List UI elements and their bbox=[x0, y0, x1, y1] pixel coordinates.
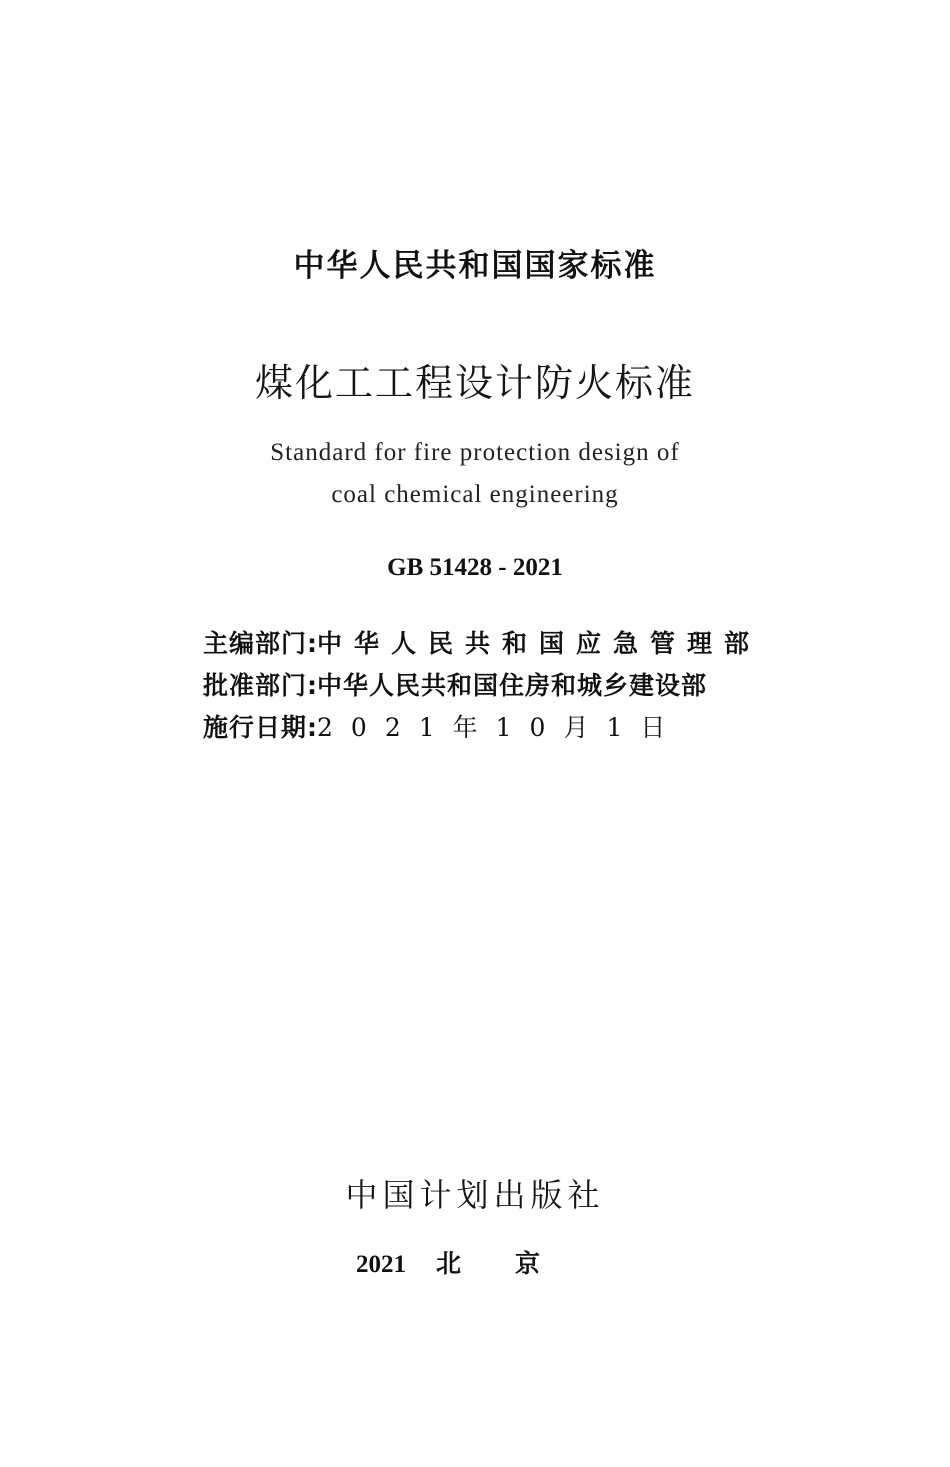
publication-city: 北京 bbox=[435, 1249, 594, 1278]
standard-code: GB 51428 - 2021 bbox=[387, 554, 563, 581]
standard-series-heading: 中华人民共和国国家标准 bbox=[293, 248, 657, 284]
publisher-name: 中国计划出版社 bbox=[345, 1176, 605, 1214]
effective-date-separator: : bbox=[307, 713, 318, 742]
approver-value: 中华人民共和国住房和城乡建设部 bbox=[317, 671, 708, 700]
approver-label: 批准部门 bbox=[203, 671, 308, 700]
document-title-chinese: 煤化工工程设计防火标准 bbox=[254, 361, 695, 405]
editor-value: 中华人民共和国应急管理部 bbox=[317, 629, 762, 658]
publication-place-year bbox=[0, 1244, 950, 1280]
editor-separator: : bbox=[307, 629, 318, 658]
approver-separator: : bbox=[307, 671, 318, 700]
editor-row bbox=[203, 624, 762, 666]
effective-date-value: 2021年10月1日 bbox=[317, 713, 684, 742]
document-title-english-line1: Standard for fire protection design of bbox=[270, 439, 680, 466]
publication-year: 2021 bbox=[355, 1251, 406, 1278]
effective-date-row bbox=[203, 708, 743, 750]
document-title-english-line2: coal chemical engineering bbox=[331, 481, 619, 508]
approver-row bbox=[203, 666, 743, 708]
editor-label: 主编部门 bbox=[203, 629, 308, 658]
publication-info bbox=[203, 624, 762, 750]
effective-date-label: 施行日期 bbox=[203, 713, 308, 742]
